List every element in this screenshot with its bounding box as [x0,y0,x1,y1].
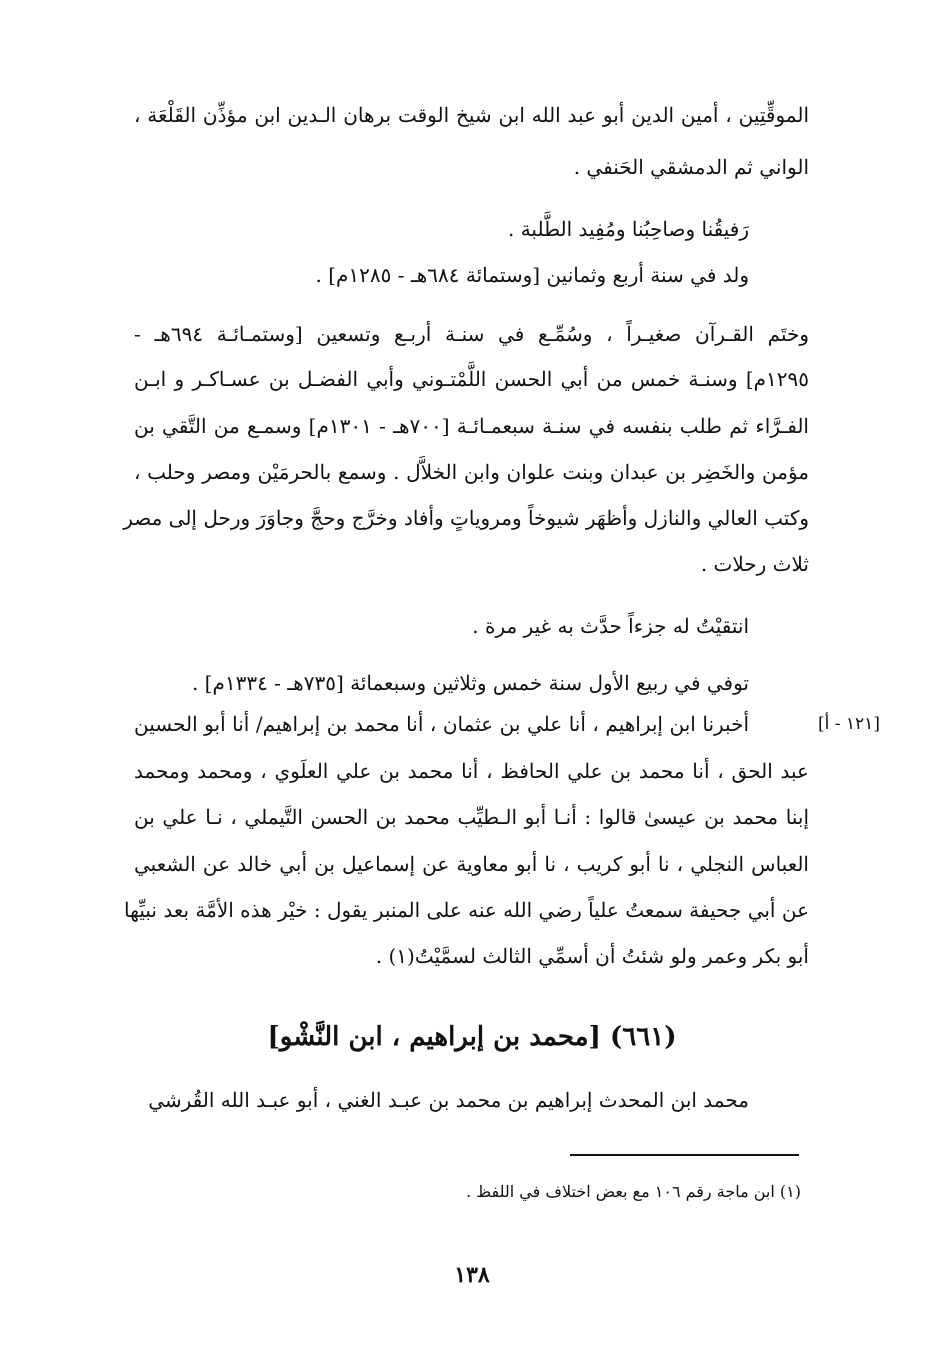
description-line: رَفيقُنا وصاحِبُنا ومُفِيد الطَّلبة . [507,217,749,241]
footnote: (١) ابن ماجة رقم ١٠٦ مع بعض اختلاف في اللفظ . [466,1182,801,1201]
text-line: ١٢٩٥م] وسنـة خمس من أبي الحسن اللَّمْتـوني وأبي الفضـل بن عسـاكـر و ابـن [134,367,809,391]
manuscript-folio-marker: [١٢١ - أ] [818,714,880,734]
page-number: ١٣٨ [454,1262,490,1288]
death-line: توفي في ربيع الأول سنة خمس وثلاثين وسبعمائة [٧٣٥هـ - ١٣٣٤م] . [191,671,749,695]
birth-line: ولد في سنة أربع وثمانين [وستمائة ٦٨٤هـ - ١٢٨٥م] . [315,263,749,287]
hadith-line: عبد الحق ، أنا محمد بن علي الحافظ ، أنا محمد بن علي العلَوي ، ومحمد ومحمد [134,759,809,783]
entry-heading: (٦٦١) [محمد بن إبراهيم ، ابن النَّشْو] [267,1022,677,1052]
selection-line: انتقيْتُ له جزءاً حدَّث به غير مرة . [472,614,749,638]
hadith-line: أبو بكر وعمر ولو شئتُ أن أسمِّي الثالث لسمَّيْتُ(١) . [375,944,809,968]
text-line: الموقِّتِين ، أمين الدين أبو عبد الله ابن شيخ الوقت برهان الـدين ابن مؤذِّن القَلْعَة ، [134,103,809,127]
text-line: الواني ثم الدمشقي الحَنفي . [573,155,809,179]
text-line: ثلاث رحلات . [700,552,809,576]
text-line: وختَم القـرآن صغيـراً ، وسُمِّـع في سنـة أربـع وتسعين [وستمـائـة ٦٩٤هـ - [134,322,810,346]
hadith-line: العباس النجلي ، نا أبو كريب ، نا أبو معاوية عن إسماعيل بن أبي خالد عن الشعبي [134,852,809,876]
hadith-line: أخبرنا ابن إبراهيم ، أنا علي بن عثمان ، أنا محمد بن إبراهيم/ أنا أبو الحسين [134,712,749,736]
entry-first-line: محمد ابن المحدث إبراهيم بن محمد بن عبـد الغني ، أبو عبـد الله القُرشي [148,1088,749,1112]
text-line: وكتب العالي والنازل وأظهَر شيوخاً ومروياتٍ وأفاد وخرَّج وحجَّ وجاوَرَ ورحل إلى مصر [123,506,809,530]
footnote-divider [570,1154,799,1156]
hadith-line: عن أبي جحيفة سمعتُ علياً رضي الله عنه على المنبر يقول : خيْر هذه الأمَّة بعد نبيِّها [124,898,809,922]
text-line: مؤمن والخَضِر بن عبدان وبنت علوان وابن الخلاَّل . وسمع بالحرمَيْن ومصر وحلب ، [134,460,809,484]
text-line: الفـرَّاء ثم طلب بنفسه في سنـة سبعمـائـة [٧٠٠هـ - ١٣٠١م] وسمـع من التَّقي بن [134,414,809,438]
hadith-line: إبنا محمد بن عيسىٰ قالوا : أنـا أبو الـطيِّب محمد بن الحسن التَّيملي ، نـا علي بن [134,805,809,829]
